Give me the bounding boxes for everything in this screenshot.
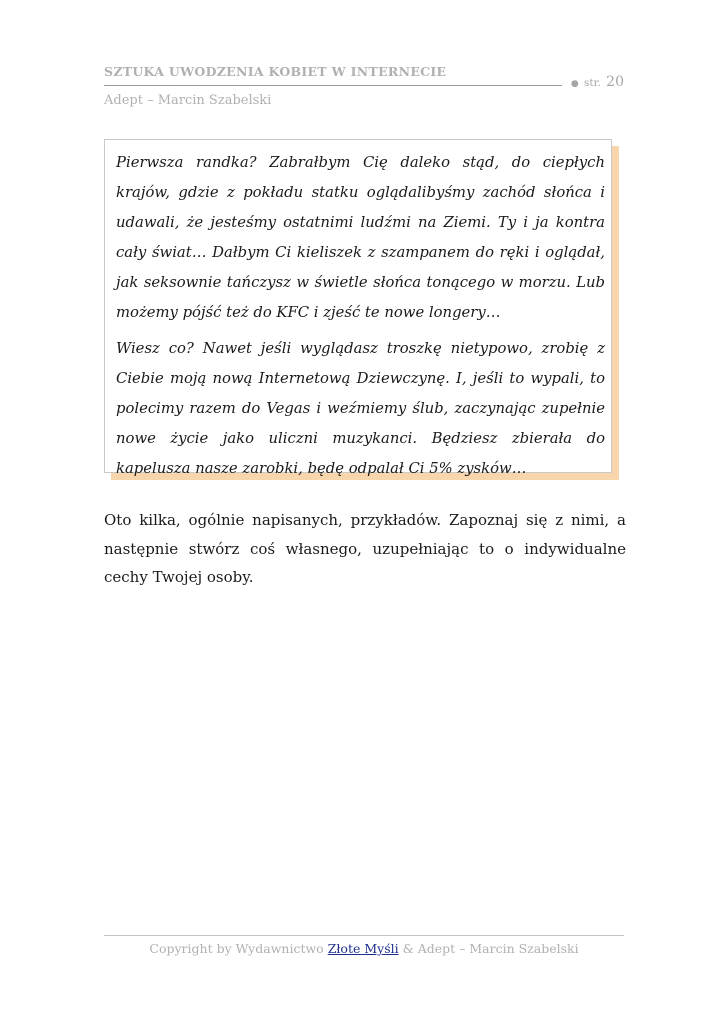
bullet-icon: ● <box>570 79 579 89</box>
footer-divider <box>104 935 624 936</box>
publisher-link[interactable]: Złote Myśli <box>327 941 399 956</box>
header-divider <box>104 85 562 86</box>
page-label: str. <box>584 77 601 89</box>
page-number <box>571 74 624 90</box>
footer-author: & Adept – Marcin Szabelski <box>402 941 579 956</box>
body-paragraph: Oto kilka, ogólnie napisanych, przykładów. Zapoznaj się z nimi, a następnie stwórz coś własnego, uzupełniając to o indywidualne cechy Twojej osoby. <box>104 511 626 586</box>
quote-paragraph-1: Pierwsza randka? Zabrałbym Cię daleko stąd, do ciepłych krajów, gdzie z pokładu statku oglądalibyśmy zachód słońca i udawali, że jesteśmy ostatnimi ludźmi na Ziemi. Ty i ja kontra cały świat… Dałbym Ci kieliszek z szampanem do ręki i oglądał, jak seksownie tańczysz w świetle słońca tonącego w morzu. Lub możemy pójść też do KFC i zjeść te nowe longery… <box>116 154 605 321</box>
page-footer <box>104 941 624 956</box>
footer-copyright: Copyright by Wydawnictwo <box>149 941 324 956</box>
quote-paragraph-2: Wiesz co? Nawet jeśli wyglądasz troszkę nietypowo, zrobię z Ciebie moją nową Internetową Dziewczynę. I, jeśli to wypali, to polecimy razem do Vegas i weźmiemy ślub, zaczynając zupełnie nowe życie jako uliczni muzykanci. Będziesz zbierała do kapelusza nasze zarobki, będę odpalał Ci 5% zysków… <box>116 340 605 477</box>
header-author: Adept – Marcin Szabelski <box>104 93 272 108</box>
page-header <box>104 64 624 110</box>
example-quote-box <box>104 139 612 477</box>
book-title: SZTUKA UWODZENIA KOBIET W INTERNECIE <box>104 64 447 79</box>
page-number-value: 20 <box>606 74 624 90</box>
